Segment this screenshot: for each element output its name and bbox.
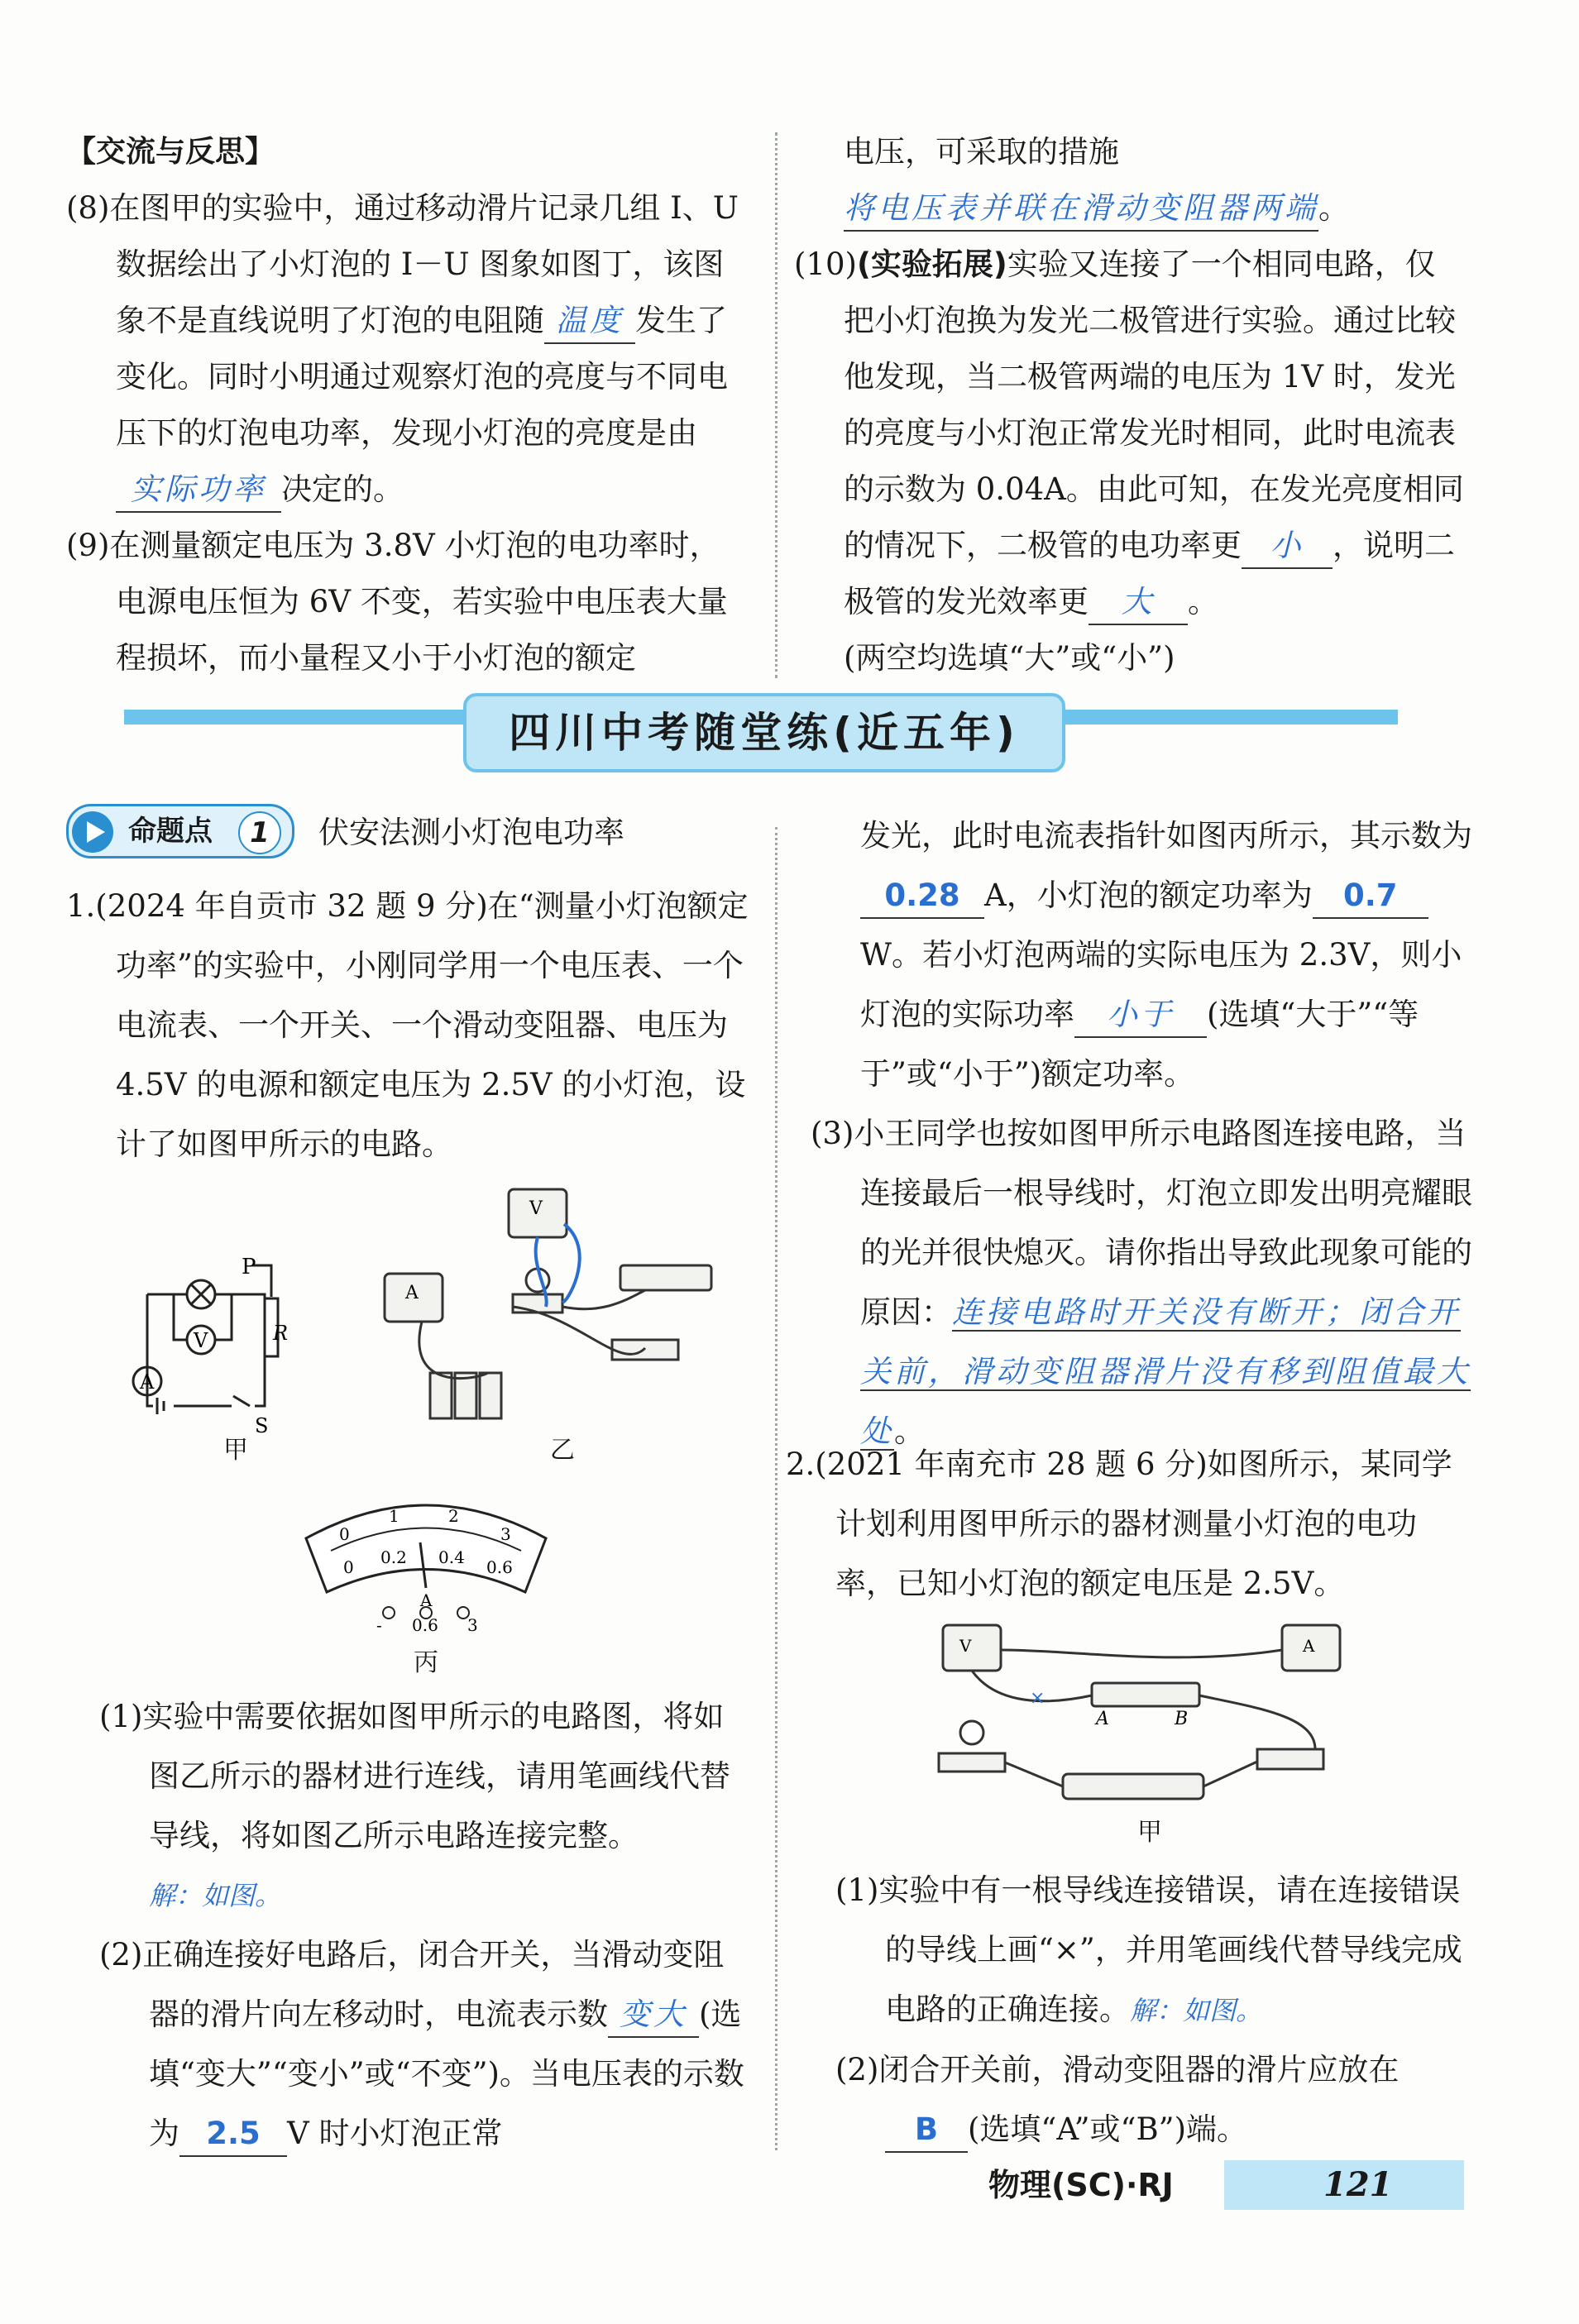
- ammeter-dial-bing: [298, 1489, 554, 1638]
- svg-text:A: A: [1303, 1636, 1315, 1656]
- dial-bottom-tick: 0.6: [486, 1557, 513, 1577]
- answer-blank: 变大: [608, 1993, 699, 2038]
- page-number: 121: [1323, 2165, 1393, 2204]
- column-divider: [775, 827, 778, 2150]
- dial-terminal: -: [376, 1615, 382, 1635]
- dial-bottom-tick: 0.4: [438, 1547, 465, 1567]
- q1-parts-right: [811, 806, 1472, 1461]
- svg-text:B: B: [1175, 1709, 1189, 1729]
- svg-text:V: V: [529, 1198, 543, 1219]
- top-right-column: [794, 124, 1464, 686]
- answer-blank: 0.7: [1313, 874, 1428, 919]
- figure-caption-jia: 甲: [223, 1436, 248, 1465]
- question-10-note: (两空均选填“大”或“小”): [844, 640, 1175, 676]
- figure-caption-q2-jia: 甲: [1137, 1818, 1162, 1847]
- answer-blank: 0.28: [860, 874, 984, 919]
- q2-part-1: (1)实验中有一根导线连接错误，请在连接错误的导线上画“×”，并用笔画线代替导线完成电路的正确连接。解：如图。: [835, 1872, 1462, 2027]
- q2-parts: [835, 1861, 1481, 2159]
- circuit-label-r: R: [273, 1322, 289, 1345]
- q2-part-2: (2)闭合开关前，滑动变阻器的滑片应放在B (选填“A”或“B”)端。: [835, 2040, 1481, 2159]
- dial-top-tick: 1: [389, 1506, 400, 1526]
- question-8: (8)在图甲的实验中，通过移动滑片记录几组 I、U 数据绘出了小灯泡的 I－U 图象如图丁，该图象不是直线说明了灯泡的电阻随 温度 发生了变化。同时小明通过观察灯泡的亮度与不同电压下的灯泡电功率，发现小灯泡的亮度是由实际功率 决定的。: [66, 180, 744, 518]
- question-9: (9)在测量额定电压为 3.8V 小灯泡的电功率时，电源电压恒为 6V 不变，若实验中电压表大量程损坏，而小量程又小于小灯泡的额定: [66, 528, 728, 676]
- footer-subject: 物理(SC)·RJ: [988, 2167, 1174, 2203]
- circuit-label-a: A: [140, 1370, 155, 1394]
- answer-blank: 连接电路时开关没有断开；闭合开关前，滑动变阻器滑片没有移到阻值最大处: [860, 1294, 1471, 1449]
- topic-title: 伏安法测小灯泡电功率: [318, 815, 624, 850]
- q1-parts-left: (1)实验中需要依据如图甲所示的电路图，将如图乙所示的器材进行连线，请用笔画线代替导线，将如图乙所示电路连接完整。 解：如图。 (2)正确连接好电路后，闭合开关，当滑动变阻器的滑片向左移动时，电流表示数 变大 (选填“变大”“变小”或“不变”)。当电压表的示数为 2.5 V 时小灯泡正常: [99, 1687, 753, 2164]
- apparatus-yi: [372, 1174, 728, 1423]
- apparatus-q2-jia: [926, 1617, 1357, 1807]
- figure-caption-bing: 丙: [414, 1648, 438, 1677]
- q1-part-2: (2)正确连接好电路后，闭合开关，当滑动变阻器的滑片向左移动时，电流表示数 变大 (选填“变大”“变小”或“不变”)。当电压表的示数为 2.5 V 时小灯泡正常: [99, 1925, 753, 2164]
- section-banner: 四川中考随堂练(近五年): [463, 693, 1065, 772]
- svg-text:V: V: [959, 1636, 972, 1656]
- dial-bottom-tick: 0.2: [380, 1547, 407, 1567]
- q1-part-2-continued: 发光，此时电流表指针如图丙所示，其示数为0.28 A，小灯泡的额定功率为 0.7W。若小灯泡两端的实际电压为 2.3V，则小灯泡的实际功率 小于 (选填“大于”“等于”或“小于”)额定功率。: [860, 818, 1472, 1092]
- answer-blank: 小于: [1074, 993, 1207, 1038]
- dial-top-tick: 3: [500, 1524, 511, 1544]
- answer-blank: 2.5: [179, 2112, 287, 2157]
- q2-intro: 2.(2021 年南充市 28 题 6 分)如图所示，某同学计划利用图甲所示的器材测量小灯泡的电功率，已知小灯泡的额定电压是 2.5V。: [786, 1447, 1452, 1601]
- dial-bottom-tick: 0: [343, 1557, 354, 1577]
- section-header: 【交流与反思】: [66, 135, 275, 169]
- question-9-continued: 电压，可采取的措施将电压表并联在滑动变阻器两端。: [794, 124, 1464, 237]
- topic-tag: 命题点 1: [66, 804, 294, 858]
- solution-note: 解：如图。: [149, 1880, 282, 1911]
- dial-unit: A: [420, 1590, 433, 1610]
- play-icon: [72, 811, 113, 853]
- answer-blank: 小: [1242, 524, 1333, 569]
- solution-note: 解：如图。: [1130, 1995, 1263, 2026]
- svg-text:A: A: [1096, 1709, 1109, 1729]
- answer-blank: B: [885, 2108, 968, 2153]
- svg-text:A: A: [405, 1283, 419, 1303]
- circuit-label-s: S: [255, 1414, 269, 1437]
- answer-blank: 将电压表并联在滑动变阻器两端: [844, 187, 1318, 232]
- svg-text:×: ×: [1030, 1688, 1045, 1709]
- dial-top-tick: 2: [448, 1506, 459, 1526]
- circuit-label-v: V: [194, 1329, 208, 1352]
- q1-part-3: (3)小王同学也按如图甲所示电路图连接电路，当连接最后一根导线时，灯泡立即发出明亮耀眼的光并很快熄灭。请你指出导致此现象可能的原因：连接电路时开关没有断开；闭合开关前，滑动变阻器滑片没有移到阻值最大处。: [811, 1116, 1472, 1449]
- question-10: (10)(实验拓展)实验又连接了一个相同电路，仅把小灯泡换为发光二极管进行实验。通过比较他发现，当二极管两端的电压为 1V 时，发光的亮度与小灯泡正常发光时相同，此时电流表的示数为 0.04A。由此可知，在发光亮度相同的情况下，二极管的电功率更 小 ，说明二极管的发光效率更 大 。: [794, 237, 1464, 630]
- answer-blank: 大: [1089, 581, 1188, 625]
- dial-terminal: 0.6: [412, 1615, 438, 1635]
- top-left-column: [66, 124, 744, 686]
- circuit-diagram-jia: [124, 1249, 339, 1439]
- answer-blank: 温度: [544, 299, 635, 344]
- figure-caption-yi: 乙: [550, 1436, 575, 1465]
- dial-terminal: 3: [467, 1615, 478, 1635]
- column-divider: [775, 132, 778, 678]
- answer-blank: 实际功率: [116, 468, 281, 513]
- q1-intro: 1.(2024 年自贡市 32 题 9 分)在“测量小灯泡额定功率”的实验中，小刚同学用一个电压表、一个电流表、一个开关、一个滑动变阻器、电压为 4.5V 的电源和额定电压为 2.5V 的小灯泡，设计了如图甲所示的电路。: [66, 888, 749, 1162]
- dial-top-tick: 0: [339, 1524, 350, 1544]
- circuit-label-p: P: [242, 1255, 256, 1279]
